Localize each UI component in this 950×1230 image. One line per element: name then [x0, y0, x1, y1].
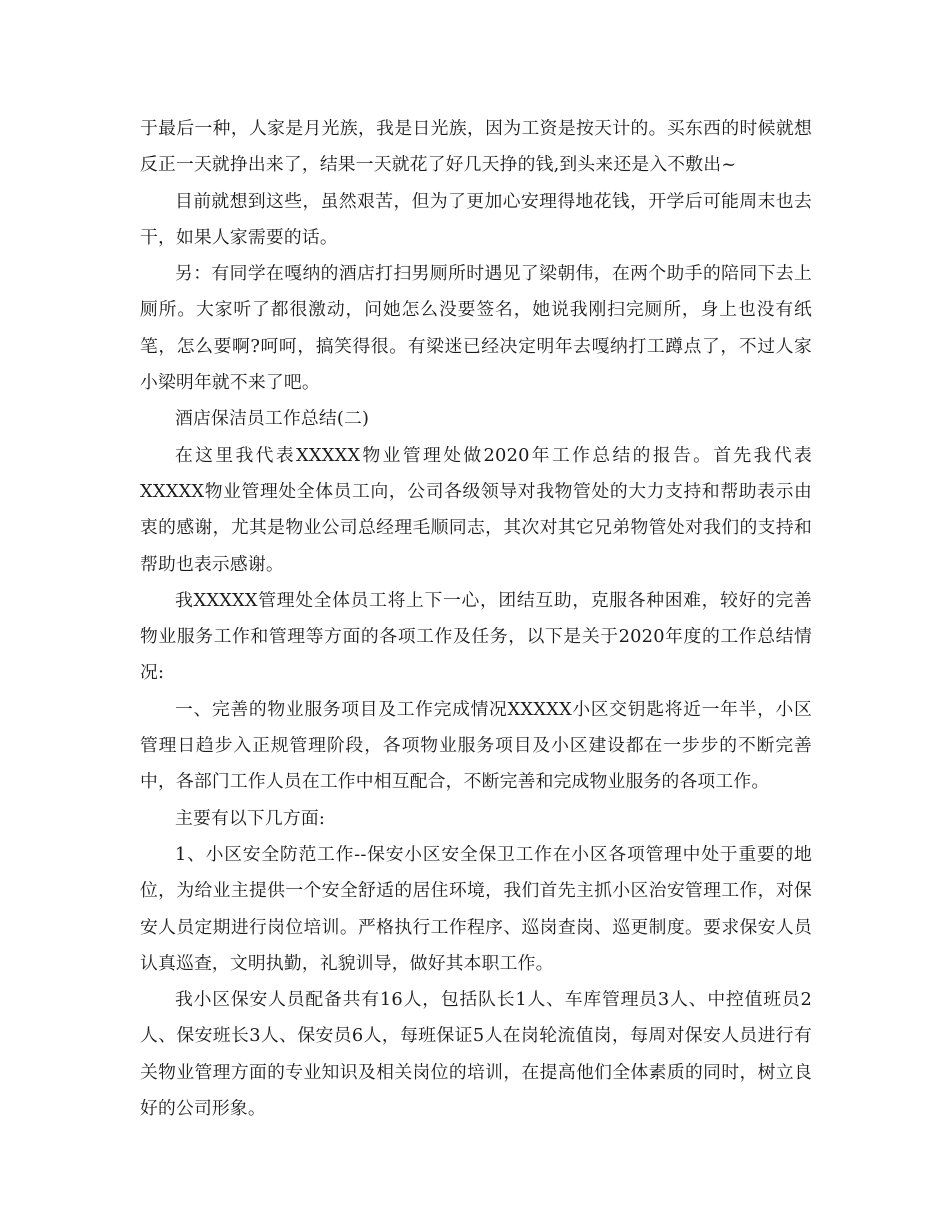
paragraph-aspects: 主要有以下几方面: — [175, 807, 326, 829]
paragraph-continuation: 于最后一种，人家是月光族，我是日光族，因为工资是按天计的。买东西的时候就想反正一天就挣出来了，结果一天就花了好几天挣的钱,到头来还是入不敷出~ — [140, 118, 812, 176]
paragraph-overview: 我XXXXX管理处全体员工将上下一心，团结互助，克服各种困难，较好的完善物业服务工作和管理等方面的各项工作及任务，以下是关于2020年度的工作总结情况: — [140, 589, 812, 684]
paragraph-security: 1、小区安全防范工作--保安小区安全保卫工作在小区各项管理中处于重要的地位，为给业主提供一个安全舒适的居住环境，我们首先主抓小区治安管理工作，对保安人员定期进行岗位培训。严格执行工作程序、巡岗查岗、巡更制度。要求保安人员认真巡查，文明执勤，礼貌训导，做好其本职工作。 — [140, 843, 812, 974]
paragraph-intro: 在这里我代表XXXXX物业管理处做2020年工作总结的报告。首先我代表XXXXX物业管理处全体员工向，公司各级领导对我物管处的大力支持和帮助表示由衷的感谢，尤其是物业公司总经理毛顺同志，其次对其它兄弟物管处对我们的支持和帮助也表示感谢。 — [140, 444, 812, 575]
section-title: 酒店保洁员工作总结(二) — [175, 408, 370, 430]
paragraph-item-one: 一、完善的物业服务项目及工作完成情况XXXXX小区交钥匙将近一年半，小区管理日趋步入正规管理阶段，各项物业服务项目及小区建设都在一步步的不断完善中，各部门工作人员在工作中相互配合，不断完善和完成物业服务的各项工作。 — [140, 698, 812, 793]
paragraph-staffing: 我小区保安人员配备共有16人，包括队长1人、车库管理员3人、中控值班员2人、保安班长3人、保安员6人，每班保证5人在岗轮流值岗，每周对保安人员进行有关物业管理方面的专业知识及相关岗位的培训，在提高他们全体素质的同时，树立良好的公司形象。 — [140, 989, 812, 1120]
document-page — [140, 111, 812, 1127]
paragraph-current-thoughts: 目前就想到这些，虽然艰苦，但为了更加心安理得地花钱，开学后可能周末也去干，如果人家需要的话。 — [140, 190, 812, 248]
paragraph-postscript: 另：有同学在嘎纳的酒店打扫男厕所时遇见了梁朝伟，在两个助手的陪同下去上厕所。大家听了都很激动，问她怎么没要签名，她说我刚扫完厕所，身上也没有纸笔，怎么要啊?呵呵，搞笑得很。有梁迷已经决定明年去嘎纳打工蹲点了，不过人家小梁明年就不来了吧。 — [140, 263, 812, 394]
